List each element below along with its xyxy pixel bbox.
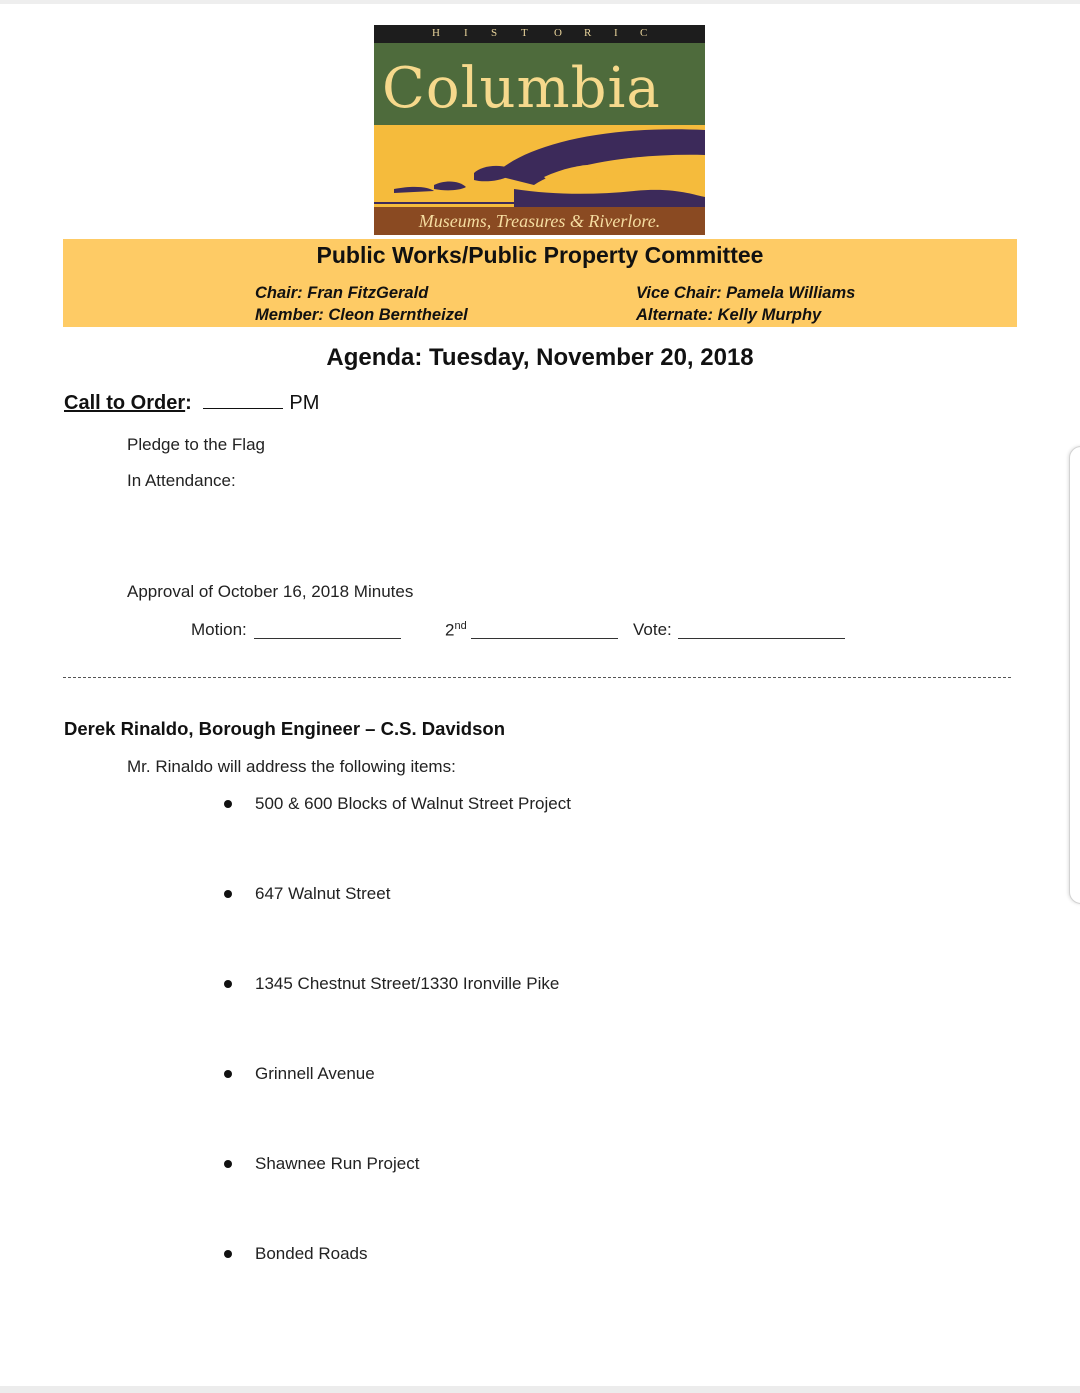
- list-item: 1345 Chestnut Street/1330 Ironville Pike: [255, 974, 560, 993]
- bullet-icon: [224, 800, 232, 808]
- call-to-order-colon: :: [185, 392, 192, 414]
- logo-green-panel: [374, 43, 705, 125]
- alternate: Alternate: Kelly Murphy: [636, 306, 822, 324]
- chair: Chair: Fran FitzGerald: [255, 284, 429, 302]
- second-suffix: nd: [454, 620, 467, 632]
- vote-label: Vote:: [633, 620, 672, 639]
- list-item: 500 & 600 Blocks of Walnut Street Project: [255, 794, 571, 813]
- list-item: 647 Walnut Street: [255, 884, 391, 903]
- bridge-illustration: [374, 125, 705, 207]
- vote-blank: [678, 638, 845, 639]
- in-attendance: In Attendance:: [127, 471, 236, 490]
- bottom-bar: [0, 1386, 1080, 1393]
- scroll-handle[interactable]: [1069, 446, 1080, 904]
- logo-letter: I: [614, 27, 618, 39]
- logo-tagline: Museums, Treasures & Riverlore.: [374, 207, 705, 235]
- bullet-icon: [224, 890, 232, 898]
- list-item: Shawnee Run Project: [255, 1154, 420, 1173]
- second-blank: [471, 638, 618, 639]
- call-to-order-suffix: PM: [289, 392, 320, 414]
- engineer-intro: Mr. Rinaldo will address the following items:: [127, 757, 456, 776]
- list-item: Bonded Roads: [255, 1244, 368, 1263]
- logo-letter: T: [521, 27, 528, 39]
- approval-minutes: Approval of October 16, 2018 Minutes: [127, 582, 414, 601]
- call-to-order-label: Call to Order: [64, 392, 186, 414]
- bullet-icon: [224, 1070, 232, 1078]
- time-blank: [203, 408, 283, 409]
- engineer-heading: Derek Rinaldo, Borough Engineer – C.S. Davidson: [64, 718, 505, 739]
- member: Member: Cleon Berntheizel: [255, 306, 468, 324]
- logo-letter: R: [584, 27, 592, 39]
- list-item: Grinnell Avenue: [255, 1064, 375, 1083]
- logo-letter: I: [464, 27, 468, 39]
- logo-letter: O: [554, 27, 562, 39]
- logo-letter: H: [432, 27, 440, 39]
- bullet-icon: [224, 1250, 232, 1258]
- historic-columbia-logo: [374, 25, 705, 235]
- committee-band: [63, 239, 1017, 327]
- call-to-order: [64, 392, 319, 415]
- second-label: [445, 620, 467, 641]
- top-bar: [0, 0, 1080, 4]
- committee-title: Public Works/Public Property Committee: [316, 242, 764, 268]
- logo-title: Columbia: [382, 56, 661, 121]
- bullet-icon: [224, 1160, 232, 1168]
- bullet-icon: [224, 980, 232, 988]
- section-divider: [63, 677, 1011, 678]
- logo-letter: C: [640, 27, 648, 39]
- motion-blank: [254, 638, 401, 639]
- second-number: 2: [445, 620, 455, 640]
- vice-chair: Vice Chair: Pamela Williams: [636, 284, 856, 302]
- motion-label: Motion:: [191, 620, 247, 639]
- logo-historic-strip: [374, 25, 705, 43]
- pledge: Pledge to the Flag: [127, 435, 265, 454]
- agenda-title: Agenda: Tuesday, November 20, 2018: [326, 344, 754, 371]
- logo-letter: S: [491, 27, 498, 39]
